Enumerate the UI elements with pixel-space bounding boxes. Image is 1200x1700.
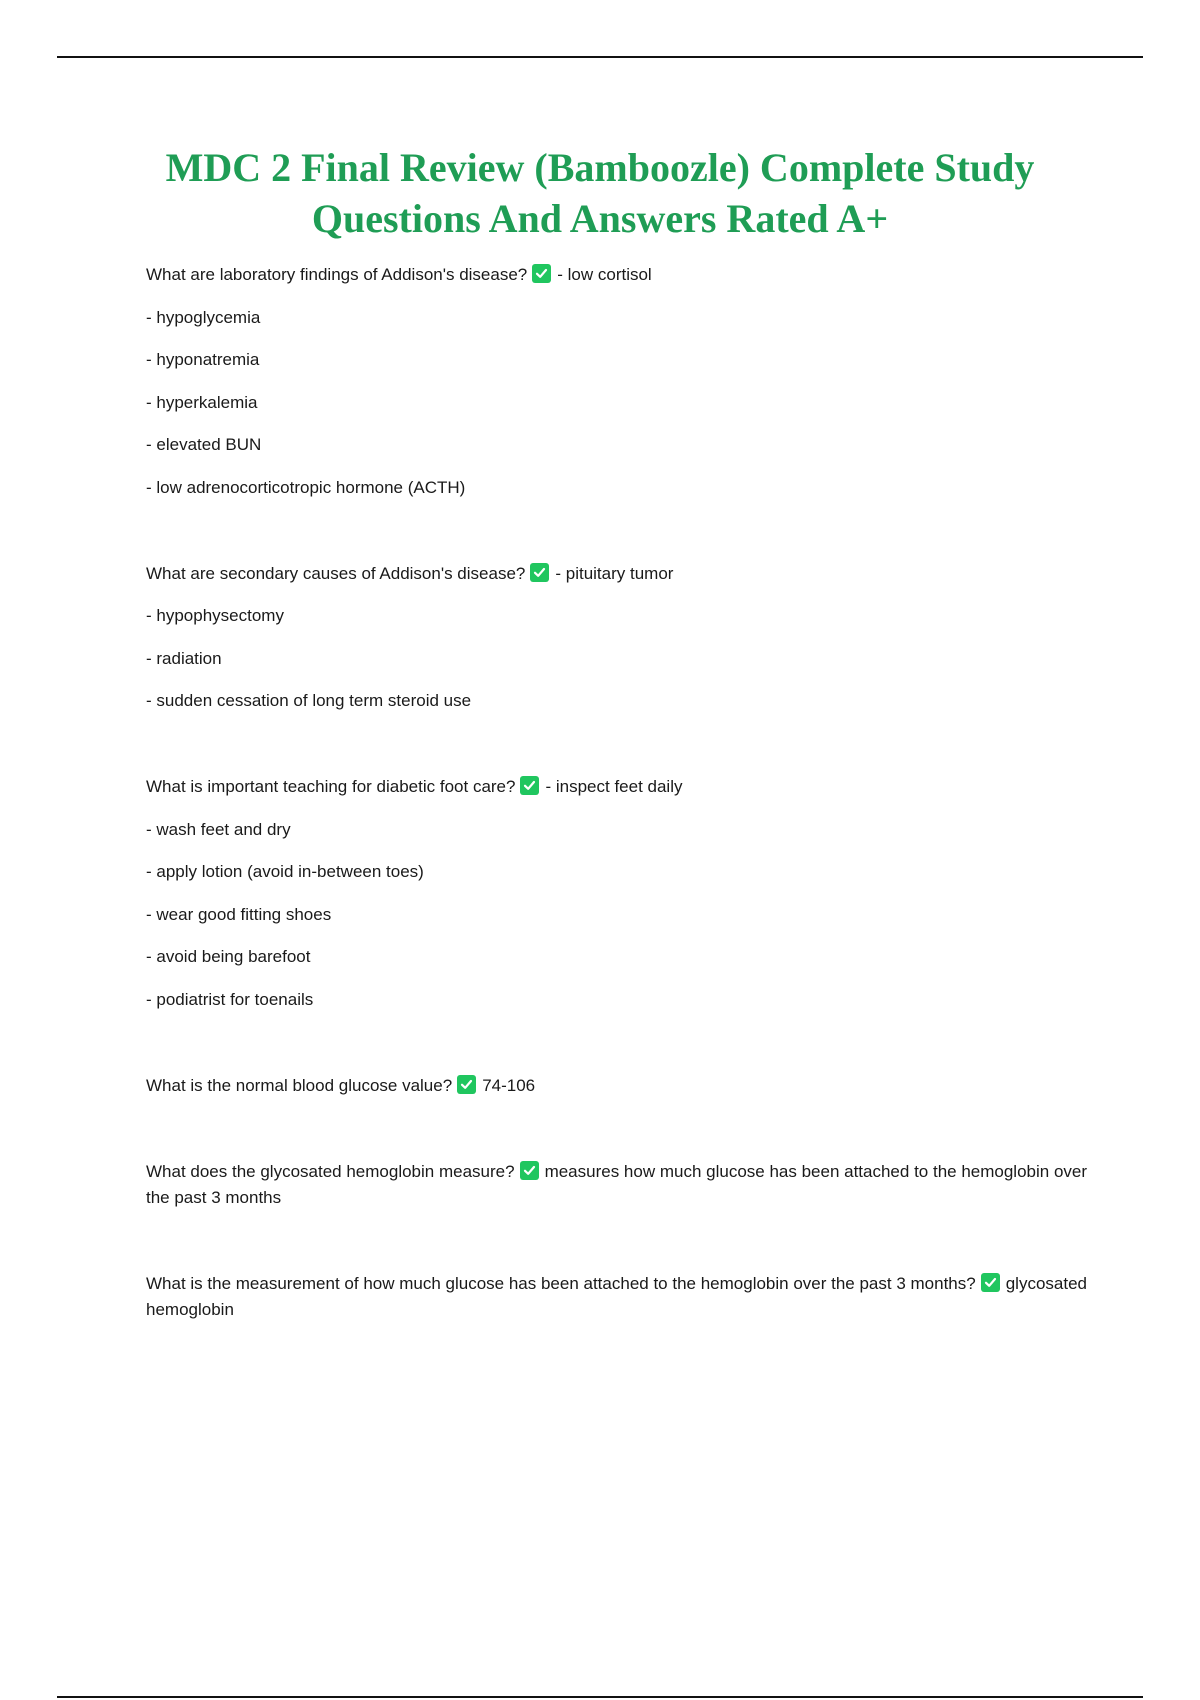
answer-line: - low adrenocorticotropic hormone (ACTH) [146,477,466,497]
answer-line: - wash feet and dry [146,819,291,839]
qa-question-line [146,262,1096,288]
check-box-icon [981,1273,1000,1292]
answer-text: 74-106 [482,1075,536,1095]
check-box-icon [532,264,551,283]
answer-text: glycosated hemoglobin [146,1273,1087,1319]
answer-text: - inspect feet daily [545,777,683,796]
answer-line: - podiatrist for toenails [146,989,314,1009]
question-text: What are secondary causes of Addison's disease? [146,563,526,583]
answer-line: - hyponatremia [146,350,260,369]
qa-list [146,262,1096,1383]
answer-text: - pituitary tumor [555,563,674,583]
answer-line: - hypophysectomy [146,606,284,625]
qa-item [146,1271,1096,1323]
check-box-icon [530,563,549,582]
top-rule [57,56,1143,58]
answer-line: - avoid being barefoot [146,947,311,966]
question-text: What is the measurement of how much glucose has been attached to the hemoglobin over the past 3 months? [146,1273,976,1293]
answer-line: - hyperkalemia [146,392,258,412]
qa-item [146,262,1096,501]
qa-item [146,1159,1096,1211]
check-box-icon [457,1075,476,1094]
qa-item [146,774,1096,1013]
qa-question-line [146,1159,1096,1211]
answer-line: - hypoglycemia [146,307,261,327]
bottom-rule [57,1696,1143,1698]
check-box-icon [520,776,539,795]
question-text: What is important teaching for diabetic foot care? [146,777,516,796]
answer-line: - wear good fitting shoes [146,904,332,924]
question-text: What does the glycosated hemoglobin measure? [146,1161,515,1181]
check-box-icon [520,1161,539,1180]
qa-question-line [146,1271,1096,1323]
answer-line: - sudden cessation of long term steroid use [146,691,472,710]
answer-line: - apply lotion (avoid in-between toes) [146,862,424,881]
question-text: What is the normal blood glucose value? [146,1075,453,1095]
answer-line: - elevated BUN [146,435,262,454]
answer-text: measures how much glucose has been attached to the hemoglobin over the past 3 months [146,1161,1088,1207]
qa-question-line [146,561,1096,587]
page-title: MDC 2 Final Review (Bamboozle) Complete Study Questions And Answers Rated A+ [165,145,1035,241]
qa-item [146,1073,1096,1099]
answer-line: - radiation [146,648,222,668]
question-text: What are laboratory findings of Addison's disease? [146,265,528,284]
qa-item [146,561,1096,715]
qa-question-line [146,774,1096,800]
answer-text: - low cortisol [557,265,652,284]
qa-question-line [146,1073,1096,1099]
